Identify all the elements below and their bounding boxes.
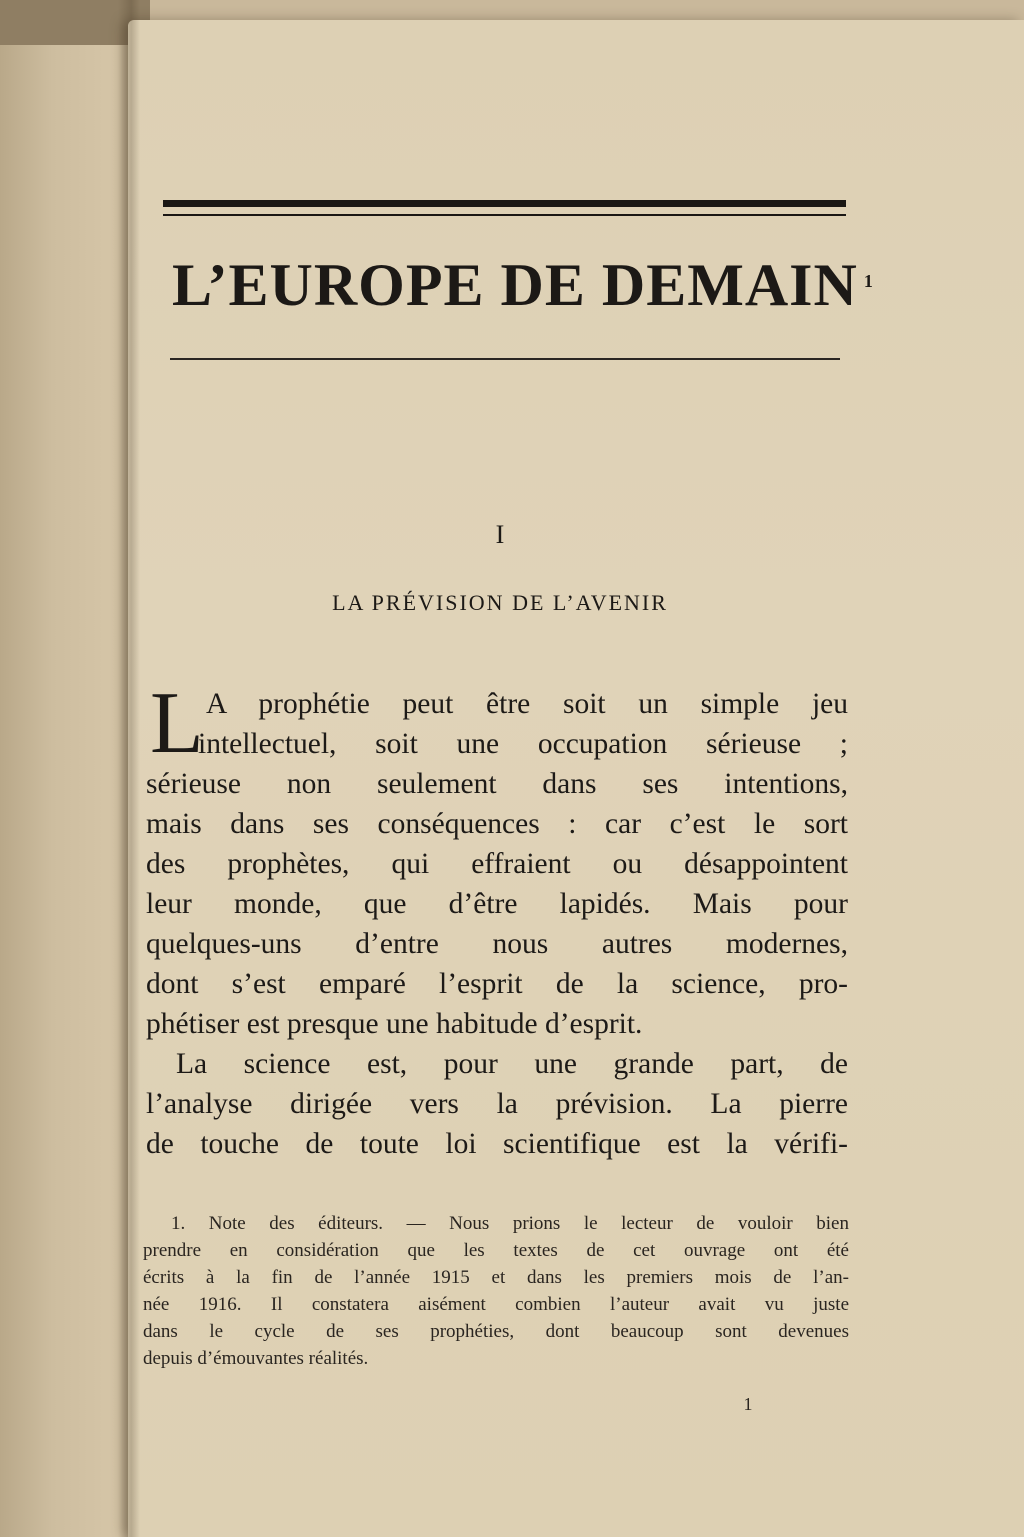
body-line: A prophétie peut être soit un simple jeu (206, 688, 848, 720)
body-line: phétiser est presque une habitude d’esprit. (146, 1008, 643, 1040)
section-number: I (495, 520, 505, 549)
body-line: dont s’est emparé l’esprit de la science, pro- (146, 968, 848, 1000)
header-rule-thin (163, 214, 846, 216)
footnote-line: depuis d’émouvantes réalités. (143, 1348, 369, 1369)
body-line: intellectuel, soit une occupation sérieuse ; (198, 728, 848, 760)
page-number: 1 (743, 1394, 753, 1414)
footnote-line: prendre en considération que les textes de cet ouvrage ont été (143, 1240, 849, 1261)
section-title: LA PRÉVISION DE L’AVENIR (332, 590, 668, 615)
footnote-line: 1. Note des éditeurs. — Nous prions le lecteur de vouloir bien (171, 1213, 849, 1234)
body-line: leur monde, que d’être lapidés. Mais pour (146, 888, 848, 920)
footnote-line: écrits à la fin de l’année 1915 et dans les premiers mois de l’an- (143, 1267, 849, 1288)
footnote (143, 1210, 849, 1372)
body-line: mais dans ses conséquences : car c’est le sort (146, 808, 848, 840)
page-gutter (118, 0, 140, 1537)
footnote-line: née 1916. Il constatera aisément combien l’auteur avait vu juste (143, 1294, 849, 1315)
body-line: sérieuse non seulement dans ses intentions, (146, 768, 848, 800)
header-rule-thick (163, 200, 846, 207)
body-paragraphs (146, 675, 848, 1164)
footnote-line: dans le cycle de ses prophéties, dont beaucoup sont devenues (143, 1321, 849, 1342)
body-line: de touche de toute loi scientifique est la vérifi- (146, 1128, 848, 1160)
footnote-mark: 1 (863, 271, 874, 291)
body-line: l’analyse dirigée vers la prévision. La pierre (146, 1088, 848, 1120)
body-line: La science est, pour une grande part, de (176, 1048, 848, 1080)
title-underline-rule (170, 358, 840, 360)
chapter-title-text: L’EUROPE DE DEMAIN (172, 252, 858, 318)
chapter-title (172, 248, 874, 322)
drop-cap: L (150, 675, 204, 772)
body-line: des prophètes, qui effraient ou désappointent (146, 848, 848, 880)
body-line: quelques-uns d’entre nous autres modernes, (146, 928, 848, 960)
